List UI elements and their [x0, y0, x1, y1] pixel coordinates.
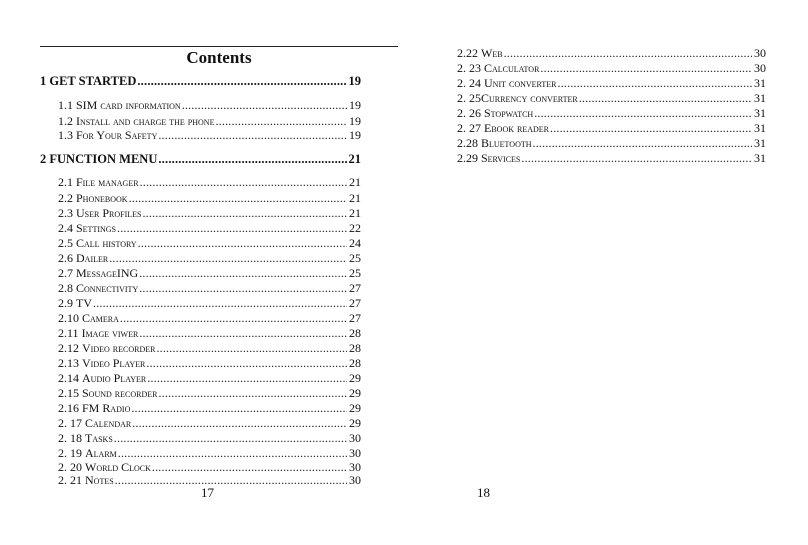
dot-leader [109, 250, 347, 266]
entry-page-number: 29 [349, 401, 361, 415]
dot-leader [142, 205, 347, 221]
entry-title: FM Radio [82, 401, 131, 415]
entry-title: Unit converter [484, 76, 557, 90]
toc-entry-2-29[interactable] [457, 150, 766, 166]
entry-number: 2. 23 [457, 61, 481, 75]
entry-number: 2. 21 [58, 473, 82, 487]
entry-page-number: 27 [349, 311, 361, 325]
dot-leader [120, 310, 347, 326]
entry-page-number: 27 [349, 296, 361, 310]
toc-entry-2-24[interactable] [457, 75, 766, 91]
entry-title: Install and charge the phone [76, 114, 215, 128]
entry-number: 1.1 [58, 98, 73, 112]
dot-leader [115, 472, 347, 488]
entry-number: 2. 19 [58, 446, 82, 460]
entry-page-number: 21 [349, 191, 361, 205]
dot-leader [504, 45, 752, 61]
dot-leader [131, 400, 347, 416]
entry-number: 2.1 [58, 175, 73, 189]
entry-title: Phonebook [76, 191, 128, 205]
entry-page-number: 30 [754, 61, 766, 75]
entry-title: Audio Player [82, 371, 147, 385]
entry-page-number: 31 [754, 151, 766, 165]
dot-leader [139, 265, 347, 281]
entry-number: 2.28 [457, 136, 478, 150]
toc-entry-2-17[interactable] [58, 415, 361, 431]
entry-page-number: 19 [349, 128, 361, 142]
dot-leader [156, 340, 347, 356]
entry-page-number: 31 [754, 136, 766, 150]
dot-leader [140, 174, 347, 190]
entry-number: 2.14 [58, 371, 79, 385]
dot-leader [158, 385, 347, 401]
page-number-left: 17 [201, 485, 214, 500]
dot-leader [139, 325, 347, 341]
entry-number: 2.7 [58, 266, 73, 280]
dot-leader [129, 190, 347, 206]
entry-page-number: 28 [349, 356, 361, 370]
entry-page-number: 24 [349, 236, 361, 250]
toc-entry-2-6[interactable] [58, 250, 361, 266]
entry-page-number: 31 [754, 106, 766, 120]
entry-title: Tasks [85, 431, 113, 445]
entry-number: 2.11 [58, 326, 79, 340]
entry-number: 2.6 [58, 251, 73, 265]
toc-entry-2-22[interactable] [457, 45, 766, 61]
entry-number: 2.10 [58, 311, 79, 325]
entry-title: Settings [76, 221, 117, 235]
entry-number: 2.29 [457, 151, 478, 165]
dot-leader [114, 430, 347, 446]
entry-number: 2.9 [58, 296, 73, 310]
dot-leader [147, 370, 347, 386]
toc-chapter-2[interactable] [40, 151, 361, 167]
entry-title: File manager [76, 175, 139, 189]
dot-leader [533, 135, 752, 151]
dot-leader [158, 151, 346, 167]
chapter-page-number: 19 [348, 74, 361, 88]
toc-entry-2-1[interactable] [58, 174, 361, 190]
toc-entry-2-26[interactable] [457, 105, 766, 121]
dot-leader [550, 120, 752, 136]
entry-page-number: 21 [349, 206, 361, 220]
dot-leader [158, 127, 347, 143]
toc-entry-2-12[interactable] [58, 340, 361, 356]
toc-entry-2-14[interactable] [58, 370, 361, 386]
toc-entry-2-11[interactable] [58, 325, 361, 341]
entry-title: Video recorder [82, 341, 156, 355]
chapter-title: 1 GET STARTED [40, 74, 137, 88]
entry-title: Call history [76, 236, 137, 250]
entry-page-number: 31 [754, 121, 766, 135]
entry-number: 2. 18 [58, 431, 82, 445]
entry-page-number: 22 [349, 221, 361, 235]
entry-page-number: 29 [349, 371, 361, 385]
entry-title: Sound recorder [82, 386, 158, 400]
entry-page-number: 28 [349, 326, 361, 340]
dot-leader [534, 105, 752, 121]
entry-number: 2. 26 [457, 106, 481, 120]
toc-entry-2-9[interactable] [58, 295, 361, 311]
toc-entry-2-27[interactable] [457, 120, 766, 136]
toc-entry-2-13[interactable] [58, 355, 361, 371]
entry-title: Notes [85, 473, 114, 487]
entry-number: 2. 20 [58, 460, 82, 474]
entry-number: 1.3 [58, 128, 73, 142]
chapter-title: 2 FUNCTION MENU [40, 152, 158, 166]
entry-number: 2.5 [58, 236, 73, 250]
entry-title: Bluetooth [481, 136, 532, 150]
entry-number: 2. 24 [457, 76, 481, 90]
entry-page-number: 28 [349, 341, 361, 355]
toc-entry-2-3[interactable] [58, 205, 361, 221]
toc-entry-2-10[interactable] [58, 310, 361, 326]
entry-page-number: 25 [349, 266, 361, 280]
contents-title: Contents [186, 48, 252, 67]
entry-title: TV [76, 296, 92, 310]
entry-title: Currency converter [481, 91, 578, 105]
entry-title: For Your Safety [76, 128, 158, 142]
toc-entry-2-7[interactable] [58, 265, 361, 281]
entry-number: 2.2 [58, 191, 73, 205]
toc-entry-2-2[interactable] [58, 190, 361, 206]
toc-entry-1-3[interactable] [58, 127, 361, 143]
dot-leader [579, 90, 752, 106]
page-number-right: 18 [477, 485, 490, 500]
entry-number: 2.3 [58, 206, 73, 220]
dot-leader [146, 355, 347, 371]
entry-number: 2.16 [58, 401, 79, 415]
top-rule [40, 46, 398, 47]
toc-entry-2-16[interactable] [58, 400, 361, 416]
entry-page-number: 21 [349, 175, 361, 189]
toc-entry-2-18[interactable] [58, 430, 361, 446]
entry-title: SIM card information [76, 98, 181, 112]
entry-page-number: 29 [349, 386, 361, 400]
dot-leader [540, 60, 752, 76]
entry-title: Alarm [85, 446, 117, 460]
entry-number: 2. 27 [457, 121, 481, 135]
dot-leader [132, 415, 347, 431]
entry-page-number: 30 [754, 46, 766, 60]
toc-chapter-1[interactable] [40, 73, 361, 89]
entry-title: Calculator [484, 61, 540, 75]
dot-leader [139, 280, 347, 296]
entry-title: Calendar [85, 416, 132, 430]
entry-title: Connectivity [76, 281, 139, 295]
entry-page-number: 31 [754, 91, 766, 105]
entry-page-number: 30 [349, 431, 361, 445]
toc-entry-2-25[interactable] [457, 90, 766, 106]
entry-page-number: 27 [349, 281, 361, 295]
entry-title: World Clock [85, 460, 151, 474]
entry-number: 2.8 [58, 281, 73, 295]
entry-page-number: 19 [349, 98, 361, 112]
toc-entry-2-5[interactable] [58, 235, 361, 251]
entry-number: 2.4 [58, 221, 73, 235]
entry-page-number: 29 [349, 416, 361, 430]
entry-page-number: 30 [349, 460, 361, 474]
entry-number: 2. 25 [457, 91, 481, 105]
entry-title: Stopwatch [484, 106, 534, 120]
entry-page-number: 30 [349, 446, 361, 460]
entry-number: 2.13 [58, 356, 79, 370]
toc-entry-2-8[interactable] [58, 280, 361, 296]
dot-leader [117, 220, 347, 236]
entry-title: Web [481, 46, 503, 60]
entry-title: Ebook reader [484, 121, 549, 135]
toc-entry-2-4[interactable] [58, 220, 361, 236]
entry-title: Services [481, 151, 521, 165]
entry-page-number: 19 [349, 114, 361, 128]
dot-leader [137, 73, 346, 89]
entry-number: 2.15 [58, 386, 79, 400]
entry-title: Dailer [76, 251, 109, 265]
entry-number: 1.2 [58, 114, 73, 128]
toc-entry-2-28[interactable] [457, 135, 766, 151]
dot-leader [138, 235, 347, 251]
entry-page-number: 31 [754, 76, 766, 90]
dot-leader [182, 97, 347, 113]
chapter-page-number: 21 [348, 152, 361, 166]
entry-title: MessageING [76, 266, 139, 280]
dot-leader [93, 295, 347, 311]
entry-title: User Profiles [76, 206, 142, 220]
dot-leader [558, 75, 752, 91]
toc-entry-2-15[interactable] [58, 385, 361, 401]
entry-number: 2.22 [457, 46, 478, 60]
entry-number: 2.12 [58, 341, 79, 355]
entry-page-number: 25 [349, 251, 361, 265]
toc-entry-1-1[interactable] [58, 97, 361, 113]
entry-title: Image viwer [81, 326, 139, 340]
toc-entry-2-23[interactable] [457, 60, 766, 76]
dot-leader [521, 150, 752, 166]
entry-title: Video Player [82, 356, 146, 370]
entry-page-number: 30 [349, 473, 361, 487]
entry-title: Camera [82, 311, 119, 325]
entry-number: 2. 17 [58, 416, 82, 430]
